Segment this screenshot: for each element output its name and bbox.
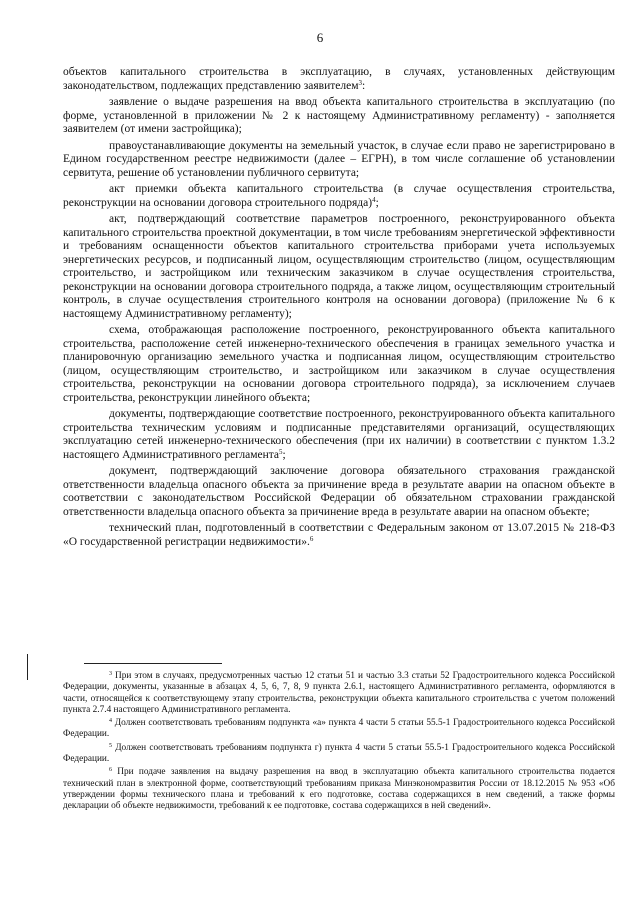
paragraph-insurance xyxy=(63,465,615,519)
footnote-text: При подаче заявления на выдачу разрешения на ввод в эксплуатацию объекта капитального строительства подается технический план в электронной форме, соответствующий требованиям приказа Минэкономразвития России от 18.12.2015 № 953 «Об утверждении формы технического плана и требований к его подготовке, состава содержащихся в нем сведений, а также формы декларации об объекте недвижимости, требований к ее подготовке, состава содержащихся в ней сведений». xyxy=(63,767,615,812)
footnote-mark: 4 xyxy=(109,718,112,725)
paragraph-layout-scheme xyxy=(63,324,615,405)
paragraph-application xyxy=(63,96,615,137)
paragraph-tail: ; xyxy=(282,448,286,461)
footnote xyxy=(63,743,615,766)
footnote xyxy=(63,671,615,716)
footnote-text: Должен соответствовать требованиям подпункта «а» пункта 4 части 5 статьи 55.5-1 Градостроительного кодекса Российской Федерации. xyxy=(63,718,615,740)
paragraph-text: правоустанавливающие документы на земельный участок, в случае если право не зарегистрировано в Едином государственном реестре недвижимости (далее – ЕГРН), в том числе соглашение об установлении сервитута, решение об установлении публичного сервитута; xyxy=(63,139,615,179)
paragraph-tail: : xyxy=(362,79,366,92)
footnote-ref: 6 xyxy=(309,534,314,543)
document-body xyxy=(63,66,615,552)
footnote-mark: 5 xyxy=(109,742,112,749)
paragraph-technical-conditions xyxy=(63,408,615,462)
footnote-mark: 3 xyxy=(109,671,112,677)
margin-mark xyxy=(27,654,28,680)
footnote-text: Должен соответствовать требованиям подпункта г) пункта 4 части 5 статьи 55.5-1 Градостроительного кодекса Российской Федерации. xyxy=(63,742,615,765)
paragraph-text: документ, подтверждающий заключение договора обязательного страхования гражданской ответственности владельца опасного объекта за причинение вреда в результате аварии на опасном объекте в соответствии с законодательством Российской Федерации об обязательном страховании гражданской ответственности владельца опасного объекта за причинение вреда в результате аварии на опасном объекте; xyxy=(63,465,615,518)
paragraph-text: акт, подтверждающий соответствие параметров построенного, реконструированного объекта капитального строительства проектной документации, в том числе требованиям энергетической эффективности и требованиям оснащенности объектов капитального строительства приборами учета используемых энергетических ресурсов, и подписанный лицом, осуществляющим строительство (лицом, осуществляющим строительство, и застройщиком или техническим заказчиком в случае осуществления строительства, реконструкции на основании договора строительного подряда, а также лицом, осуществляющим строительный контроль, в случае осуществления строительного контроля на основании договора) (приложение № 6 к настоящему Административному регламенту); xyxy=(63,213,615,320)
footnote-text: При этом в случаях, предусмотренных частью 12 статьи 51 и частью 3.3 статьи 52 Градостроительного кодекса Российской Федерации, документы, указанные в абзацах 4, 5, 6, 7, 8, 9 пункта 2.6.1, настоящего Административного регламента, оформляются в части, относящейся к соответствующему этапу строительства, реконструкции объекта капитального строительства с учетом положений пункта 2.7.4 настоящего Административного регламента. xyxy=(63,671,615,715)
footnote-mark: 6 xyxy=(109,767,112,774)
footnote-divider xyxy=(84,663,222,664)
paragraph-text: технический план, подготовленный в соответствии с Федеральным законом от 13.07.2015 № 218-ФЗ «О государственной регистрации недвижимости». xyxy=(63,522,615,548)
footnote-ref: 5 xyxy=(279,447,283,456)
paragraph-acceptance-act xyxy=(63,183,615,210)
footnote xyxy=(63,718,615,741)
paragraph-text: документы, подтверждающие соответствие построенного, реконструированного объекта капитального строительства техническим условиям и подписанные представителями организаций, осуществляющих эксплуатацию сетей инженерно-технического обеспечения (при их наличии) в соответствии с пунктом 1.3.2 настоящего Административного регламента xyxy=(63,408,615,461)
paragraph-text: акт приемки объекта капитального строительства (в случае осуществления строительства, реконструкции на основании договора строительного подряда) xyxy=(63,183,615,209)
paragraph-title-documents xyxy=(63,140,615,181)
paragraph-text: объектов капитального строительства в эксплуатацию, в случаях, установленных действующим законодательством, подлежащих представлению заявителем xyxy=(63,66,615,92)
paragraph-text: схема, отображающая расположение построенного, реконструированного объекта капитального строительства, расположение сетей инженерно-технического обеспечения в границах земельного участка и планировочную организацию земельного участка и подписанная лицом, осуществляющим строительство (лицом, осуществляющим строительство, и застройщиком или заказчиком в случае осуществления строительства, реконструкции на основании договора строительного подряда), за исключением случаев строительства, реконструкции линейного объекта; xyxy=(63,324,615,404)
footnote xyxy=(63,767,615,812)
page-number: 6 xyxy=(316,30,324,45)
footnote-ref: 4 xyxy=(372,195,376,204)
footnote-ref: 3 xyxy=(358,78,362,87)
paragraph-tail: ; xyxy=(375,196,379,209)
paragraph-technical-plan xyxy=(63,522,615,549)
footnotes xyxy=(63,671,615,815)
paragraph-text: заявление о выдаче разрешения на ввод объекта капитального строительства в эксплуатацию (по форме, установленной в приложении № 2 к настоящему Административному регламенту) - заполняется заявителем (от имени застройщика); xyxy=(63,96,615,135)
paragraph-compliance-act xyxy=(63,213,615,321)
paragraph-intro xyxy=(63,66,615,93)
